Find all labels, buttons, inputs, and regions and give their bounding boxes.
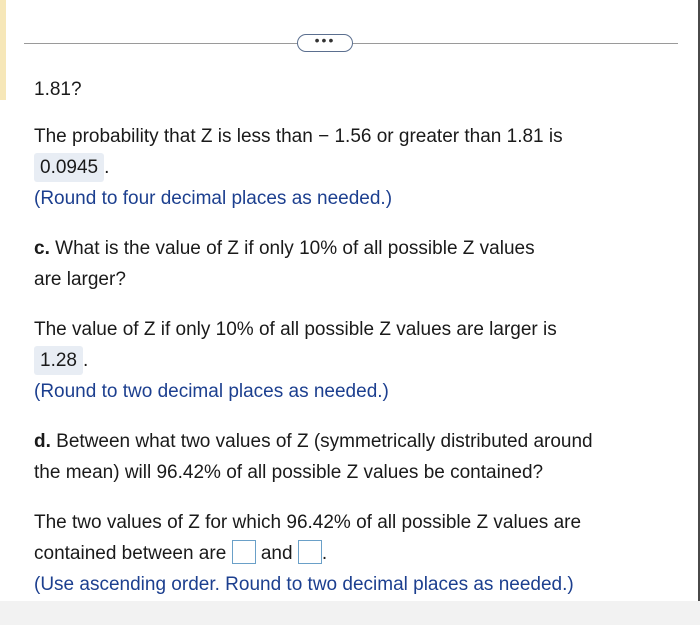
part-c-response: The value of Z if only 10% of all possible Z values are larger is 1.28 . (Round to two decimal places as needed.) bbox=[34, 314, 664, 407]
more-options-button[interactable] bbox=[297, 34, 353, 52]
part-d-response: The two values of Z for which 96.42% of all possible Z values are contained between are and . (Use ascending order. Round to two decimal places as needed.) bbox=[34, 507, 664, 600]
previous-question-tail: 1.81? bbox=[34, 79, 82, 100]
part-c-question: c. What is the value of Z if only 10% of all possible Z values are larger? bbox=[34, 238, 535, 290]
part-b-hint: (Round to four decimal places as needed.) bbox=[34, 188, 393, 209]
negative-value: − 1.56 bbox=[318, 126, 372, 147]
question-content bbox=[34, 74, 664, 600]
part-c-label: c. bbox=[34, 238, 50, 259]
part-d-question: d. Between what two values of Z (symmetrically distributed around the mean) will 96.42% of all possible Z values be contained? bbox=[34, 431, 593, 483]
ellipsis-icon: ••• bbox=[314, 32, 336, 48]
part-b-answer[interactable]: 0.0945 bbox=[34, 153, 104, 182]
bottom-bar bbox=[0, 601, 700, 625]
part-c-hint: (Round to two decimal places as needed.) bbox=[34, 381, 389, 402]
left-accent-strip bbox=[0, 0, 6, 100]
part-c-answer[interactable]: 1.28 bbox=[34, 346, 83, 375]
part-b-response: The probability that Z is less than − 1.56 or greater than 1.81 is 0.0945 . (Round to four decimal places as needed.) bbox=[34, 121, 664, 214]
part-d-hint: (Use ascending order. Round to two decimal places as needed.) bbox=[34, 574, 574, 595]
part-d-label: d. bbox=[34, 431, 51, 452]
lower-z-input[interactable] bbox=[232, 540, 256, 564]
upper-z-input[interactable] bbox=[298, 540, 322, 564]
